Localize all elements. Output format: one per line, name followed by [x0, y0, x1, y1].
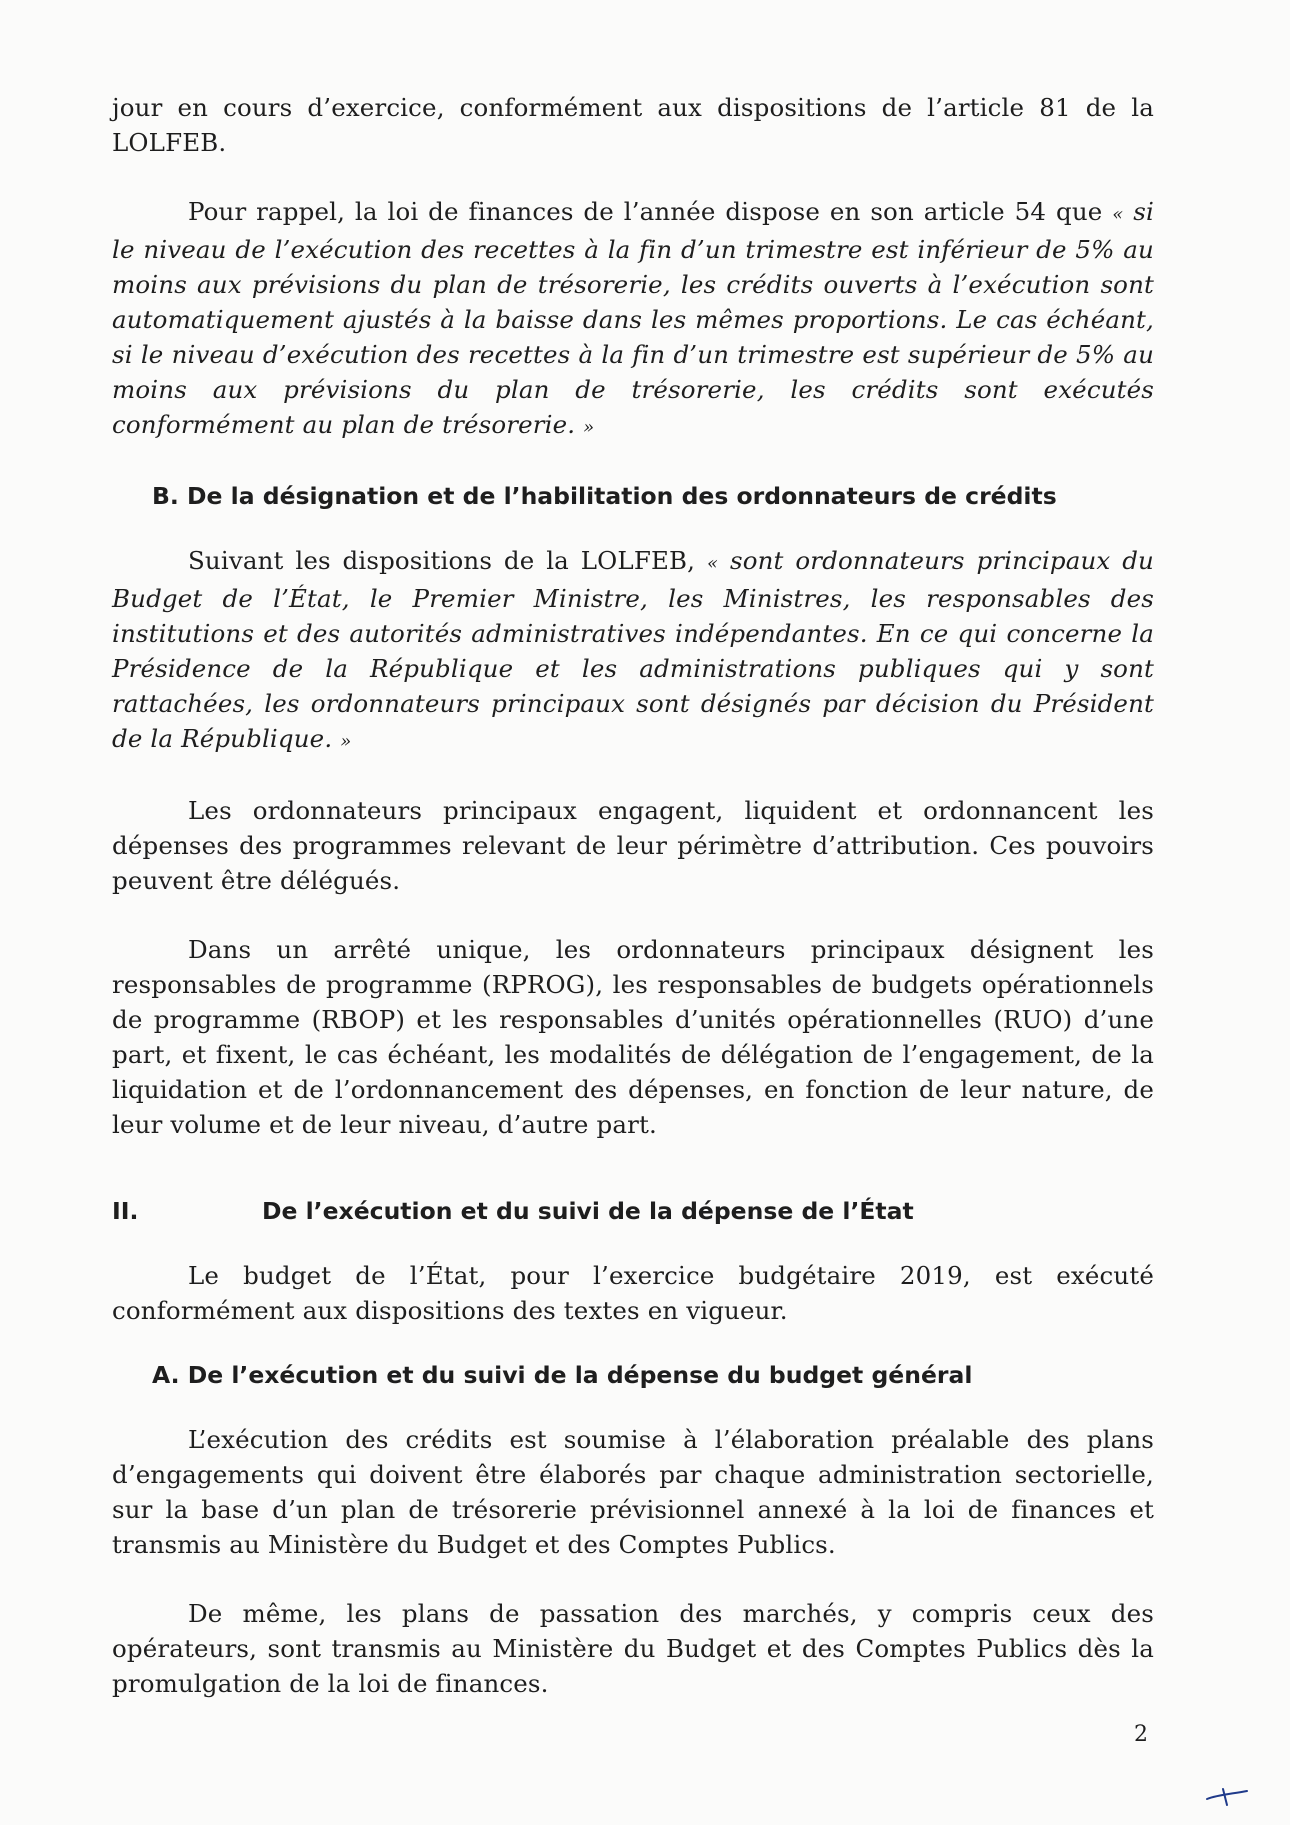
paragraph-marches: De même, les plans de passation des marchés, y compris ceux des opérateurs, sont transmis au Ministère du Budget et des Comptes Publics dès la promulgation de la loi de finances.	[112, 1599, 1154, 1698]
paragraph-ordonnateurs: Les ordonnateurs principaux engagent, liquident et ordonnancent les dépenses des programmes relevant de leur périmètre d’attribution. Ces pouvoirs peuvent être délégués.	[112, 796, 1154, 895]
paragraph-rappel	[112, 194, 1154, 445]
heading-section-a: A. De l’exécution et du suivi de la dépense du budget général	[152, 1361, 973, 1389]
paragraph-execution: L’exécution des crédits est soumise à l’élaboration préalable des plans d’engagements qui doivent être élaborés par chaque administration sectorielle, sur la base d’un plan de trésorerie prévisionnel annexé à la loi de finances et transmis au Ministère du Budget et des Comptes Publics.	[112, 1425, 1154, 1559]
heading-section-b: B. De la désignation et de l’habilitation des ordonnateurs de crédits	[152, 482, 1057, 510]
ink-mark-icon	[1205, 1785, 1249, 1807]
paragraph-lolfeb-quote: sont ordonnateurs principaux du Budget de l’État, le Premier Ministre, les Ministres, les responsables des institutions et des autorités administratives indépendantes. En ce qui concerne la Présidence de la République et les administrations publiques qui y sont rattachées, les ordonnateurs principaux sont désignés par décision du Président de la République.	[112, 546, 1154, 753]
paragraph-continuation: jour en cours d’exercice, conformément aux dispositions de l’article 81 de la LOLFEB.	[112, 93, 1154, 157]
page-number: 2	[1134, 1722, 1148, 1747]
heading-section-ii-number: II.	[112, 1197, 139, 1225]
quote-close-mark: »	[583, 417, 595, 438]
paragraph-arrete: Dans un arrêté unique, les ordonnateurs principaux désignent les responsables de programme (RPROG), les responsables de budgets opérationnels de programme (RBOP) et les responsables d’unités opérationnelles (RUO) d’une part, et fixent, le cas échéant, les modalités de délégation de l’engagement, de la liquidation et de l’ordonnancement des dépenses, en fonction de leur nature, de leur volume et de leur niveau, d’autre part.	[112, 935, 1154, 1139]
paragraph-rappel-intro: Pour rappel, la loi de finances de l’année dispose en son article 54 que	[188, 197, 1113, 226]
heading-section-ii	[112, 1194, 1154, 1228]
paragraph-lolfeb	[112, 543, 1154, 759]
paragraph-lolfeb-intro: Suivant les dispositions de la LOLFEB,	[188, 546, 707, 575]
document-page	[112, 90, 1154, 1701]
heading-section-ii-title: De l’exécution et du suivi de la dépense de l’État	[262, 1197, 914, 1225]
paragraph-budget: Le budget de l’État, pour l’exercice budgétaire 2019, est exécuté conformément aux dispositions des textes en vigueur.	[112, 1261, 1154, 1325]
paragraph-rappel-quote: si le niveau de l’exécution des recettes à la fin d’un trimestre est inférieur de 5% au moins aux prévisions du plan de trésorerie, les crédits ouverts à l’exécution sont automatiquement ajustés à la baisse dans les mêmes proportions. Le cas échéant, si le niveau d’exécution des recettes à la fin d’un trimestre est supérieur de 5% au moins aux prévisions du plan de trésorerie, les crédits sont exécutés conformément au plan de trésorerie.	[112, 197, 1154, 439]
quote-open-mark: «	[1112, 204, 1124, 225]
quote-close-mark: »	[340, 731, 352, 752]
quote-open-mark: «	[706, 553, 719, 574]
